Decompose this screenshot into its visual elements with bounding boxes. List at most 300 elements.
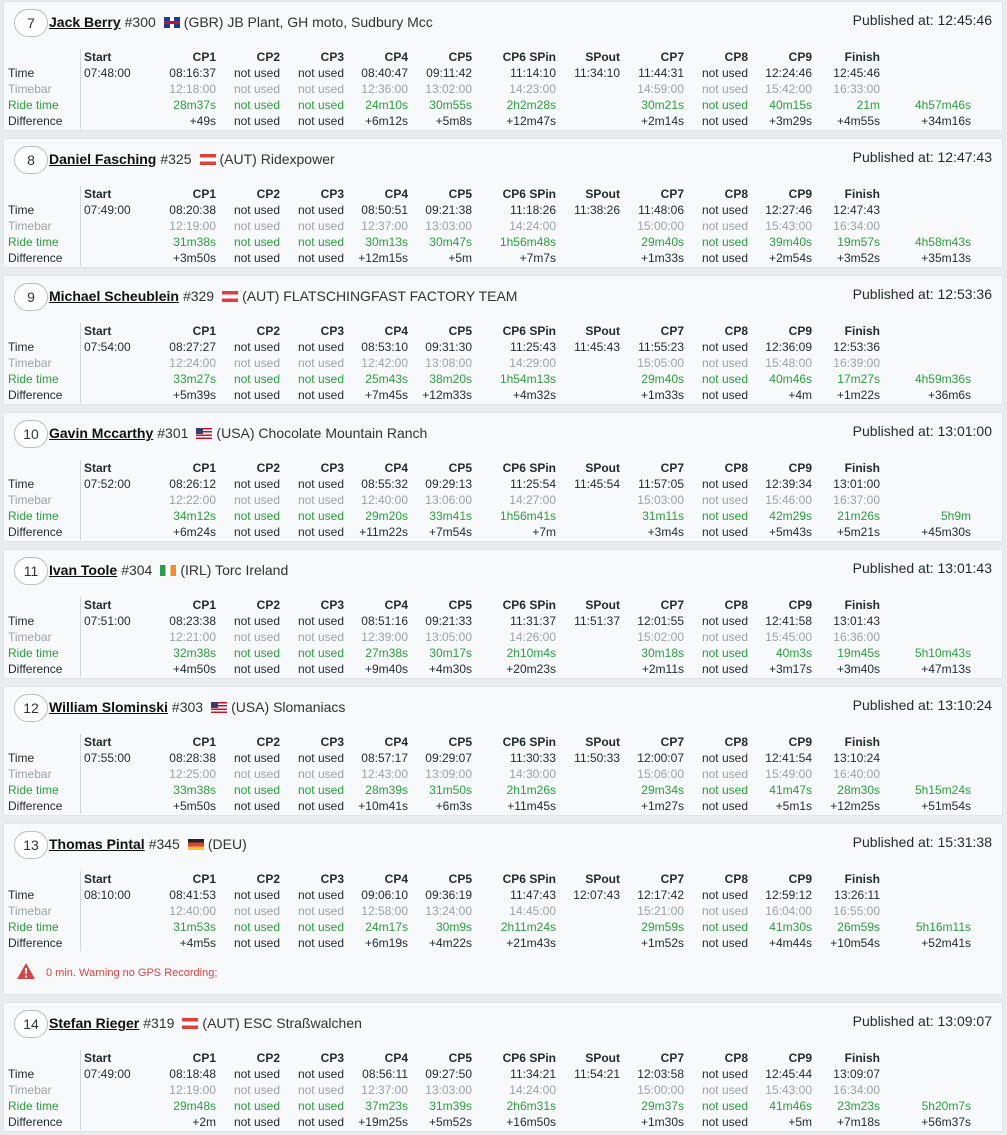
split-cell: 14:24:00 <box>509 219 556 233</box>
split-cell: 33m38s <box>173 783 216 797</box>
split-cell: not used <box>297 630 344 644</box>
gps-warning <box>16 962 217 980</box>
row-label: Ride time <box>8 783 59 797</box>
time-row <box>8 339 971 355</box>
split-cell <box>556 629 620 645</box>
split-cell: +4m55s <box>836 114 880 128</box>
split-cell: 27m38s <box>365 646 408 660</box>
rank-badge: 11 <box>14 557 48 585</box>
column-header: CP7 <box>660 187 684 201</box>
split-cell: 13:05:00 <box>425 630 472 644</box>
split-cell: 07:55:00 <box>81 750 153 766</box>
split-cell: 11:44:31 <box>638 66 684 80</box>
split-cell: 21m26s <box>837 509 880 523</box>
column-header: CP4 <box>384 872 408 886</box>
split-cell: not used <box>297 646 344 660</box>
split-cell: 14:23:00 <box>509 82 556 96</box>
split-cell: 5h15m24s <box>914 783 971 797</box>
split-cell: 15:43:00 <box>765 219 812 233</box>
split-cell: 11:31:37 <box>510 614 556 628</box>
split-cell: 09:21:33 <box>425 614 472 628</box>
split-cell: not used <box>701 751 748 765</box>
split-cell: 31m39s <box>429 1099 472 1113</box>
time-row <box>8 202 971 218</box>
split-cell: 12:24:00 <box>169 356 216 370</box>
column-header: CP8 <box>724 324 748 338</box>
split-cell <box>880 339 971 355</box>
published-at <box>853 149 992 165</box>
split-cell: not used <box>297 82 344 96</box>
split-cell: 12:19:00 <box>169 1083 216 1097</box>
team-name: (GBR) JB Plant, GH moto, Sudbury Mcc <box>183 14 433 30</box>
split-cell: 11:45:43 <box>574 340 620 354</box>
rank-badge: 12 <box>14 694 48 722</box>
split-cell: 29m40s <box>641 235 684 249</box>
column-header: CP8 <box>724 1051 748 1065</box>
column-header: SPout <box>585 50 620 64</box>
split-cell: 08:18:48 <box>169 1067 216 1081</box>
split-cell <box>81 661 153 677</box>
split-cell: not used <box>701 614 748 628</box>
column-header: CP1 <box>192 461 216 475</box>
split-cell: not used <box>701 340 748 354</box>
split-cell: +4m44s <box>768 936 812 950</box>
published-label: Published at: <box>852 697 934 713</box>
column-header: Finish <box>844 187 880 201</box>
split-cell: 30m9s <box>435 920 472 934</box>
row-label: Timebar <box>8 82 52 96</box>
total-column-header <box>880 49 971 65</box>
published-at <box>853 286 992 302</box>
split-cell: 11:14:10 <box>510 66 556 80</box>
column-header: Start <box>81 460 153 476</box>
split-cell: not used <box>297 783 344 797</box>
split-cell: 13:26:11 <box>834 888 880 902</box>
column-header: SPout <box>585 1051 620 1065</box>
row-label: Ride time <box>8 920 59 934</box>
split-cell: not used <box>233 525 280 539</box>
split-cell: +4m <box>788 388 812 402</box>
row-label: Time <box>8 1067 35 1081</box>
split-cell: 40m15s <box>769 98 812 112</box>
split-cell <box>880 887 971 903</box>
warning-text: 0 min. Warning no GPS Recording; <box>46 967 218 979</box>
split-cell: 2h10m4s <box>506 646 556 660</box>
split-cell: 12:25:00 <box>169 767 216 781</box>
split-cell: 41m47s <box>769 783 812 797</box>
split-cell: +5m39s <box>172 388 216 402</box>
split-cell: 15:00:00 <box>637 1083 684 1097</box>
split-cell: 12:40:00 <box>361 493 408 507</box>
split-cell: 16:34:00 <box>833 219 880 233</box>
split-cell: 31m53s <box>173 920 216 934</box>
split-cell: 16:40:00 <box>833 767 880 781</box>
split-cell <box>81 355 153 371</box>
split-cell: +5m1s <box>775 799 812 813</box>
column-header: CP7 <box>660 735 684 749</box>
rider-name-link[interactable]: Gavin Mccarthy <box>49 425 154 441</box>
split-cell: 29m40s <box>641 372 684 386</box>
start-number: #303 <box>171 699 204 715</box>
aut-flag-icon <box>222 291 238 302</box>
total-column-header <box>880 460 971 476</box>
split-cell: 13:09:00 <box>425 767 472 781</box>
split-cell: +6m24s <box>172 525 216 539</box>
split-cell: not used <box>701 114 748 128</box>
row-label: Difference <box>8 1115 63 1129</box>
table-header-row <box>8 323 971 339</box>
split-times-table <box>8 49 971 129</box>
split-cell <box>81 1114 153 1130</box>
split-cell: not used <box>297 340 344 354</box>
split-cell: 30m13s <box>365 235 408 249</box>
split-cell: 13:06:00 <box>425 493 472 507</box>
timebar-row <box>8 629 971 645</box>
split-cell <box>556 1098 620 1114</box>
split-cell: 13:01:43 <box>833 614 880 628</box>
split-cell: +6m3s <box>435 799 472 813</box>
split-cell: 23m23s <box>837 1099 880 1113</box>
split-cell <box>880 613 971 629</box>
split-cell: not used <box>233 662 280 676</box>
split-cell: +7m <box>532 525 556 539</box>
rider-name-link[interactable]: Michael Scheublein <box>49 288 179 304</box>
split-cell: 17m27s <box>837 372 880 386</box>
split-cell: +20m23s <box>506 662 556 676</box>
column-header: CP9 <box>788 50 812 64</box>
split-cell: not used <box>233 388 280 402</box>
split-cell: +5m50s <box>172 799 216 813</box>
column-header: Start <box>81 186 153 202</box>
split-cell <box>556 903 620 919</box>
column-header: CP1 <box>192 598 216 612</box>
split-cell: 12:53:36 <box>833 340 880 354</box>
split-cell: 12:21:00 <box>169 630 216 644</box>
rider-info <box>49 699 345 715</box>
time-row <box>8 65 971 81</box>
split-cell: not used <box>701 799 748 813</box>
split-cell: not used <box>701 477 748 491</box>
rider-name-link[interactable]: Daniel Fasching <box>49 151 157 167</box>
row-label: Ride time <box>8 509 59 523</box>
split-cell: 40m3s <box>775 646 812 660</box>
row-label-header <box>8 734 81 750</box>
split-cell: +2m11s <box>641 662 684 676</box>
split-cell: 15:21:00 <box>637 904 684 918</box>
column-header: CP4 <box>384 50 408 64</box>
split-cell: not used <box>297 114 344 128</box>
column-header: CP1 <box>192 735 216 749</box>
split-cell: not used <box>233 66 280 80</box>
split-cell: 15:42:00 <box>765 82 812 96</box>
split-cell: 15:02:00 <box>637 630 684 644</box>
split-cell: not used <box>701 98 748 112</box>
split-cell: 07:52:00 <box>81 476 153 492</box>
split-cell: 07:49:00 <box>81 1066 153 1082</box>
split-cell: not used <box>233 904 280 918</box>
column-header: CP5 <box>448 1051 472 1065</box>
split-cell: not used <box>233 1115 280 1129</box>
split-cell: not used <box>297 799 344 813</box>
split-cell: not used <box>701 630 748 644</box>
column-header: CP2 <box>256 324 280 338</box>
rider-name-link[interactable]: Thomas Pintal <box>49 836 145 852</box>
table-header-row <box>8 49 971 65</box>
split-cell: 29m37s <box>641 1099 684 1113</box>
split-cell: 09:11:42 <box>426 66 472 80</box>
split-cell: 08:55:32 <box>361 477 408 491</box>
split-cell <box>880 492 971 508</box>
table-header-row <box>8 1050 971 1066</box>
aut-flag-icon <box>200 154 216 165</box>
column-header: CP1 <box>192 872 216 886</box>
rider-card <box>3 1002 1003 1132</box>
split-cell: 08:23:38 <box>169 614 216 628</box>
split-cell <box>81 492 153 508</box>
column-header: CP7 <box>660 598 684 612</box>
split-cell: 09:21:38 <box>425 203 472 217</box>
split-cell: 14:30:00 <box>509 767 556 781</box>
split-cell: 12:07:43 <box>573 888 620 902</box>
column-header: CP7 <box>660 1051 684 1065</box>
usa-flag-icon <box>196 428 212 439</box>
split-cell: 11:48:06 <box>638 203 684 217</box>
split-cell: 12:01:55 <box>637 614 684 628</box>
split-cell: not used <box>701 1067 748 1081</box>
diff-row <box>8 1114 971 1130</box>
column-header: CP5 <box>448 872 472 886</box>
team-name: (DEU) <box>207 836 247 852</box>
split-cell <box>81 508 153 524</box>
split-cell: 12:43:00 <box>361 767 408 781</box>
start-number: #304 <box>121 562 153 578</box>
split-cell: not used <box>701 936 748 950</box>
column-header: Finish <box>844 324 880 338</box>
split-cell: 11:57:05 <box>638 477 684 491</box>
rider-card <box>3 138 1003 268</box>
split-cell: 12:22:00 <box>169 493 216 507</box>
split-cell: +5m <box>788 1115 812 1129</box>
split-cell <box>81 903 153 919</box>
split-cell: 16:34:00 <box>833 1083 880 1097</box>
split-cell: 39m40s <box>769 235 812 249</box>
split-cell: 12:39:00 <box>361 630 408 644</box>
published-label: Published at: <box>852 1013 934 1029</box>
split-cell: +36m6s <box>927 388 971 402</box>
split-cell <box>880 750 971 766</box>
split-cell: not used <box>297 888 344 902</box>
split-cell: not used <box>233 799 280 813</box>
split-cell: 13:24:00 <box>425 904 472 918</box>
ride-row <box>8 234 971 250</box>
published-label: Published at: <box>852 12 934 28</box>
column-header: CP2 <box>256 461 280 475</box>
split-cell: not used <box>701 1083 748 1097</box>
split-cell <box>81 250 153 266</box>
rider-card <box>3 686 1003 816</box>
split-cell: 5h9m <box>940 509 971 523</box>
ride-row <box>8 645 971 661</box>
column-header: CP1 <box>192 1051 216 1065</box>
split-cell: 5h16m11s <box>915 920 971 934</box>
row-label: Timebar <box>8 219 52 233</box>
column-header: CP8 <box>724 735 748 749</box>
row-label: Time <box>8 66 35 80</box>
column-header: Start <box>81 49 153 65</box>
split-cell: not used <box>701 251 748 265</box>
split-cell <box>81 234 153 250</box>
split-cell: not used <box>297 356 344 370</box>
column-header: CP3 <box>320 461 344 475</box>
split-cell <box>81 524 153 540</box>
rank-badge: 9 <box>14 283 48 311</box>
column-header: CP1 <box>192 50 216 64</box>
row-label-header <box>8 597 81 613</box>
rank-badge: 10 <box>14 420 48 448</box>
published-time: 12:53:36 <box>937 286 992 302</box>
row-label: Ride time <box>8 235 59 249</box>
split-cell: 11:25:54 <box>510 477 556 491</box>
column-header: Start <box>81 323 153 339</box>
split-cell: 09:29:07 <box>425 751 472 765</box>
column-header: CP8 <box>724 598 748 612</box>
row-label: Timebar <box>8 356 52 370</box>
column-header: CP3 <box>320 50 344 64</box>
split-cell: 26m59s <box>837 920 880 934</box>
split-cell: +11m22s <box>359 525 408 539</box>
split-cell: not used <box>233 920 280 934</box>
split-cell: +3m17s <box>768 662 812 676</box>
split-cell: not used <box>297 251 344 265</box>
rider-card <box>3 275 1003 405</box>
column-header: CP5 <box>448 598 472 612</box>
split-cell: +6m19s <box>364 936 408 950</box>
split-cell: 31m50s <box>429 783 472 797</box>
published-time: 12:45:46 <box>937 12 992 28</box>
split-cell: not used <box>701 356 748 370</box>
split-cell: 29m20s <box>365 509 408 523</box>
split-cell: 12:00:07 <box>637 751 684 765</box>
rider-name-link[interactable]: William Slominski <box>49 699 168 715</box>
split-cell: not used <box>233 888 280 902</box>
split-cell: +2m14s <box>640 114 684 128</box>
column-header: CP7 <box>660 324 684 338</box>
column-header: Start <box>81 1050 153 1066</box>
rider-name-link[interactable]: Ivan Toole <box>49 562 118 578</box>
rider-name-link[interactable]: Jack Berry <box>49 14 121 30</box>
total-column-header <box>880 597 971 613</box>
column-header: CP4 <box>384 461 408 475</box>
split-cell: +4m32s <box>512 388 556 402</box>
split-cell <box>556 782 620 798</box>
split-cell: not used <box>297 509 344 523</box>
column-header: SPout <box>585 324 620 338</box>
split-cell: 15:00:00 <box>637 219 684 233</box>
split-cell <box>880 1082 971 1098</box>
split-cell: not used <box>233 251 280 265</box>
split-cell: 12:18:00 <box>169 82 216 96</box>
split-cell: 12:36:00 <box>361 82 408 96</box>
column-header: Finish <box>844 735 880 749</box>
column-header: CP7 <box>660 461 684 475</box>
split-cell: 25m43s <box>365 372 408 386</box>
column-header: CP1 <box>192 187 216 201</box>
ride-row <box>8 97 971 113</box>
table-header-row <box>8 734 971 750</box>
split-cell: not used <box>701 219 748 233</box>
ride-row <box>8 919 971 935</box>
split-cell: 41m30s <box>769 920 812 934</box>
timebar-row <box>8 903 971 919</box>
split-cell: 12:58:00 <box>361 904 408 918</box>
column-header: SPout <box>585 461 620 475</box>
split-cell: not used <box>701 82 748 96</box>
team-name: (AUT) FLATSCHINGFAST FACTORY TEAM <box>242 288 518 304</box>
split-cell: 12:19:00 <box>169 219 216 233</box>
split-cell: not used <box>297 525 344 539</box>
split-cell: not used <box>233 936 280 950</box>
split-cell: +12m33s <box>422 388 472 402</box>
split-cell: 11:34:10 <box>574 66 620 80</box>
split-cell: not used <box>233 630 280 644</box>
split-cell: 07:48:00 <box>81 65 153 81</box>
timebar-row <box>8 492 971 508</box>
rider-header <box>4 2 1002 38</box>
split-cell: not used <box>701 493 748 507</box>
split-cell: 08:10:00 <box>81 887 153 903</box>
split-cell: 08:53:10 <box>361 340 408 354</box>
column-header: CP3 <box>320 598 344 612</box>
time-row <box>8 476 971 492</box>
column-header: Finish <box>844 872 880 886</box>
column-header: Finish <box>844 50 880 64</box>
split-cell: not used <box>297 751 344 765</box>
rider-info <box>49 1015 362 1031</box>
split-cell: 08:57:17 <box>361 751 408 765</box>
split-cell: +4m5s <box>179 936 216 950</box>
split-cell: 4h58m43s <box>914 235 971 249</box>
split-cell: not used <box>297 493 344 507</box>
column-header: CP6 SPin <box>502 598 556 612</box>
split-cell: 14:24:00 <box>509 1083 556 1097</box>
split-cell: +1m33s <box>640 251 684 265</box>
split-cell: 2h2m28s <box>506 98 556 112</box>
diff-row <box>8 113 971 129</box>
row-label-header <box>8 1050 81 1066</box>
column-header: CP4 <box>384 735 408 749</box>
column-header: CP9 <box>788 324 812 338</box>
split-cell <box>556 113 620 129</box>
gbr-flag-icon <box>164 17 180 28</box>
column-header: CP3 <box>320 872 344 886</box>
split-cell: 12:40:00 <box>169 904 216 918</box>
split-cell: 19m45s <box>837 646 880 660</box>
row-label: Timebar <box>8 493 52 507</box>
split-cell: 2h11m24s <box>500 920 556 934</box>
team-name: (USA) Slomaniacs <box>231 699 346 715</box>
column-header: SPout <box>585 872 620 886</box>
diff-row <box>8 524 971 540</box>
row-label: Timebar <box>8 904 52 918</box>
split-cell <box>556 371 620 387</box>
split-cell: 08:40:47 <box>361 66 408 80</box>
rider-name-link[interactable]: Stefan Rieger <box>49 1015 140 1031</box>
split-cell: 11:50:33 <box>574 751 620 765</box>
split-cell: +4m30s <box>428 662 472 676</box>
split-cell: not used <box>701 920 748 934</box>
split-cell: +5m52s <box>428 1115 472 1129</box>
rider-info <box>49 836 247 852</box>
